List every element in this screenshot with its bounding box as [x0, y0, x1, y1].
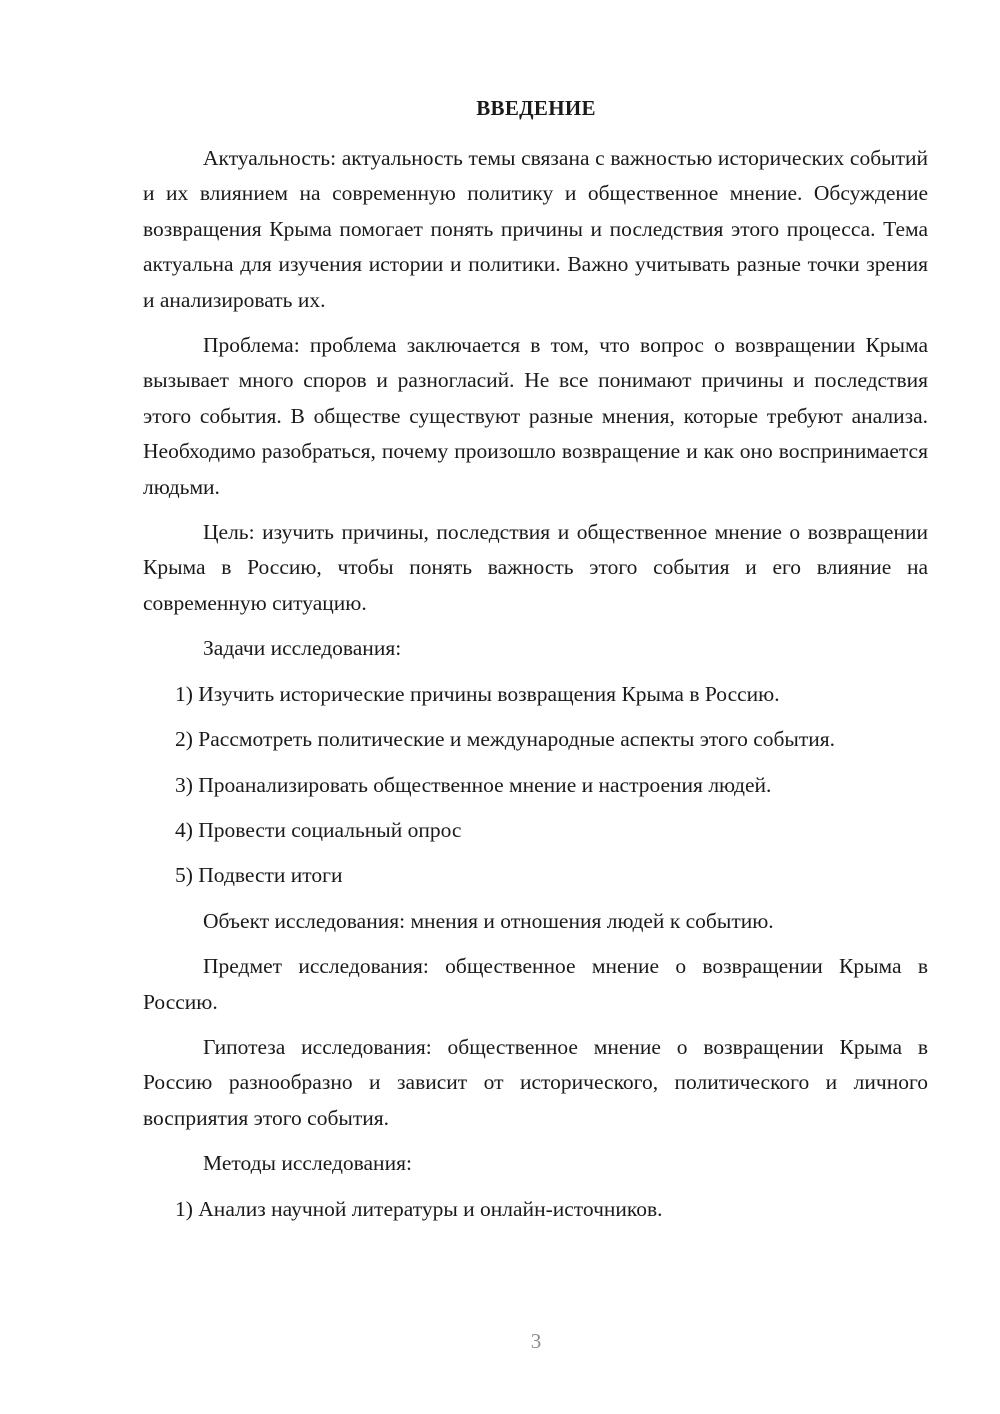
- methods-heading: Методы исследования:: [203, 1151, 412, 1176]
- page-title: ВВЕДЕНИЕ: [476, 96, 596, 120]
- tasks-heading: Задачи исследования:: [203, 636, 402, 661]
- paragraph-relevance: Актуальность: актуальность темы связана с важностью исторических событий и их влиянием на современную политику и общественное мнение. Обсуждение возвращения Крыма помогает понять причины и последствия этого процесса. Тема актуальна для изучения истории и политики. Важно учитывать разные точки зрения и анализировать их.: [143, 146, 928, 312]
- page-number: 3: [530, 1329, 542, 1353]
- document-body: [143, 141, 928, 1227]
- task-item: 5) Подвести итоги: [175, 863, 343, 888]
- task-item: 1) Изучить исторические причины возвращения Крыма в Россию.: [175, 681, 780, 706]
- method-item: 1) Анализ научной литературы и онлайн-источников.: [175, 1196, 663, 1221]
- task-item: 2) Рассмотреть политические и международные аспекты этого события.: [175, 727, 836, 752]
- task-item: 3) Проанализировать общественное мнение и настроения людей.: [175, 772, 772, 797]
- paragraph-hypothesis: Гипотеза исследования: общественное мнение о возвращении Крыма в Россию разнообразно и зависит от исторического, политического и личного восприятия этого события.: [143, 1034, 928, 1130]
- paragraph-subject: Предмет исследования: общественное мнение о возвращении Крыма в Россию.: [143, 954, 928, 1014]
- paragraph-goal: Цель: изучить причины, последствия и общественное мнение о возвращении Крыма в Россию, чтобы понять важность этого события и его влияние на современную ситуацию.: [143, 520, 928, 615]
- paragraph-problem: Проблема: проблема заключается в том, что вопрос о возвращении Крыма вызывает много споров и разногласий. Не все понимают причины и последствия этого события. В обществе существуют разные мнения, которые требуют анализа. Необходимо разобраться, почему произошло возвращение и как оно воспринимается людьми.: [143, 333, 928, 499]
- task-item: 4) Провести социальный опрос: [175, 817, 462, 842]
- paragraph-object: Объект исследования: мнения и отношения людей к событию.: [203, 908, 774, 933]
